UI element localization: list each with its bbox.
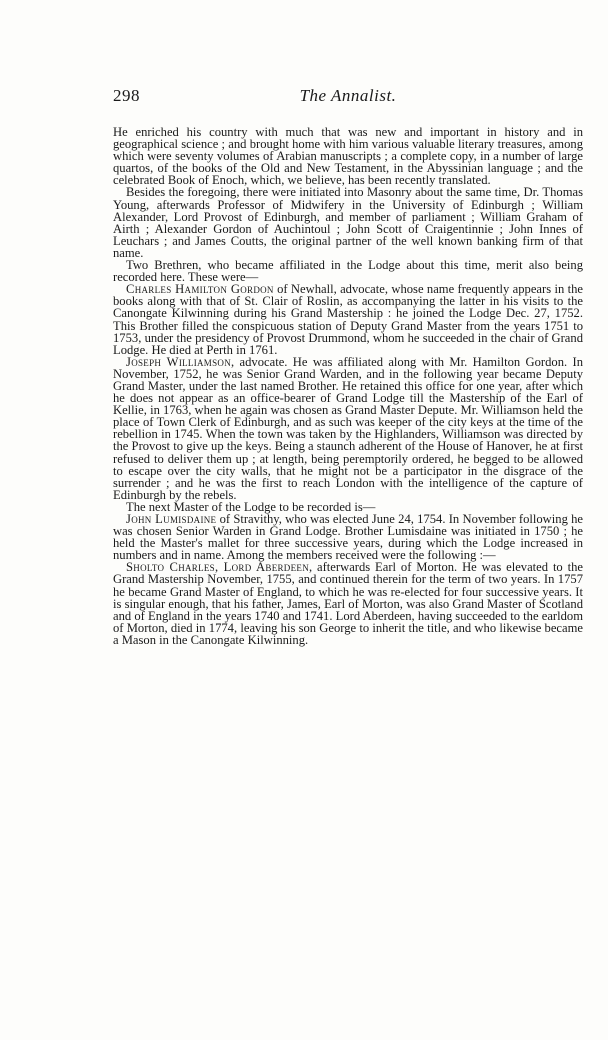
person-name: Sholto Charles, Lord Aberdeen: [126, 560, 309, 575]
page-number: 298: [113, 86, 140, 105]
paragraph: [113, 259, 583, 283]
paragraph: [113, 186, 583, 259]
person-name: Joseph Williamson: [126, 354, 232, 369]
person-name: Charles Hamilton Gordon: [126, 282, 274, 297]
paragraph: [113, 561, 583, 646]
paragraph-text: , advocate. He was affiliated along with Mr. Hamilton Gordon. In November, 1752, he was Senior Grand Warden, and in the following year became Deputy Grand Master, under the last named Brother. He retained this office for one year, after which he does not appear as an office-bearer of Grand Lodge till the Mastership of the Earl of Kellie, in 1763, when he again was chosen as Grand Master Depute. Mr. Williamson held the place of Town Clerk of Edinburgh, and as such was keeper of the city keys at the time of the rebellion in 1745. When the town was taken by the Highlanders, Williamson was directed by the Provost to give up the keys. Being a staunch adherent of the House of Hanover, he at first refused to deliver them up ; at length, being peremptorily ordered, he begged to be allowed to escape over the city walls, that he might not be a participator in the disgrace of the surrender ; and he was the first to reach London with the intelligence of the capture of Edinburgh by the rebels.: [113, 354, 584, 502]
paragraph-text: of Stravithy, who was elected June 24, 1754. In November following he was chosen Senior Warden in Grand Lodge. Brother Lumisdaine was initiated in 1750 ; he held the Master's mallet for three successive years, during which the Lodge increased in numbers and in name. Among the members received were the following :—: [113, 512, 584, 563]
running-title: The Annalist.: [299, 86, 397, 105]
paragraph: [113, 356, 583, 501]
paragraph: [113, 126, 583, 186]
paragraph: [113, 283, 583, 356]
page-header: [113, 86, 583, 108]
paragraph-text: Besides the foregoing, there were initiated into Masonry about the same time, Dr. Thomas Young, afterwards Professor of Midwifery in the University of Edinburgh ; William Alexander, Lord Provost of Edinburgh, and member of parliament ; William Graham of Airth ; Alexander Gordon of Auchintoul ; John Scott of Craigentinnie ; John Innes of Leuchars ; and James Coutts, the original partner of the well known banking firm of that name.: [113, 185, 583, 260]
paragraph-text: The next Master of the Lodge to be recorded is—: [126, 499, 376, 514]
paragraph-text: , afterwards Earl of Morton. He was elevated to the Grand Mastership November, 1755, and continued therein for the term of two years. In 1757 he became Grand Master of England, to which he was re-elected for four successive years. It is singular enough, that his father, James, Earl of Morton, was also Grand Master of Scotland and of England in the years 1740 and 1741. Lord Aberdeen, having succeeded to the earldom of Morton, died in 1774, leaving his son George to inherit the title, and who likewise became a Mason in the Canongate Kilwinning.: [113, 560, 583, 647]
paragraph: [113, 513, 583, 561]
paragraph-text: of Newhall, advocate, whose name frequently appears in the books along with that of St. Clair of Roslin, as accompanying the latter in his visits to the Canongate Kilwinning during his Grand Mastership : he joined the Lodge Dec. 27, 1752. This Brother filled the conspicuous station of Deputy Grand Master from the years 1751 to 1753, under the presidency of Provost Drummond, whom he succeeded in the chair of Grand Lodge. He died at Perth in 1761.: [113, 282, 583, 357]
person-name: John Lumisdaine: [126, 512, 217, 526]
paragraph-text: Two Brethren, who became affiliated in the Lodge about this time, merit also being recorded here. These were—: [113, 258, 583, 285]
paragraph-text: He enriched his country with much that was new and important in history and in geographical science ; and brought home with him various valuable literary treasures, among which were seventy volumes of Arabian manuscripts ; a complete copy, in a number of large quartos, of the books of the Old and New Testament, in the Abyssinian language ; and the celebrated Book of Enoch, which, we believe, has been recently translated.: [113, 125, 583, 188]
body-text: [113, 126, 583, 646]
